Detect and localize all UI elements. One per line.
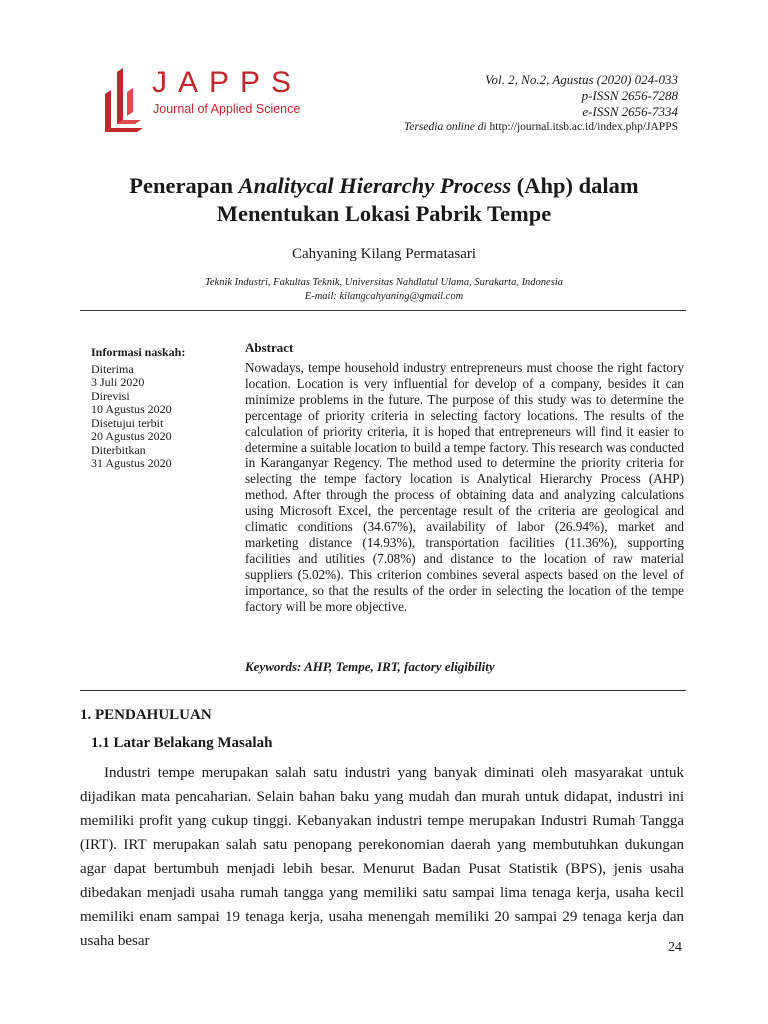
- title-part1: Penerapan: [129, 173, 239, 198]
- journal-logo-subtitle: Journal of Applied Science: [153, 102, 301, 116]
- journal-online: [404, 120, 678, 134]
- info-line: Diterbitkan: [91, 442, 146, 457]
- article-title: [60, 172, 708, 228]
- info-line: 3 Juli 2020: [91, 375, 145, 389]
- online-label: Tersedia online di: [404, 121, 487, 133]
- manuscript-info: [91, 346, 221, 471]
- article-email: E-mail: kilangcahyaning@gmail.com: [304, 291, 464, 302]
- journal-e-issn: e-ISSN 2656-7334: [582, 104, 678, 119]
- info-line: Direvisi: [91, 388, 130, 403]
- title-part2: (Ahp) dalam: [511, 173, 639, 198]
- japps-logo-icon: [103, 66, 149, 136]
- page-number: 24: [668, 940, 682, 955]
- body-paragraph: Industri tempe merupakan salah satu industri yang banyak diminati oleh masyarakat untuk dijadikan mata pencaharian. Selain bahan baku yang mudah dan murah untuk didapat, industri ini memiliki profit yang cukup tinggi. Kebanyakan industri tempe merupakan Industri Rumah Tangga (IRT). IRT merupakan salah satu penopang perekonomian daerah yang membutuhkan dukungan agar dapat bertumbuh menjadi lebih besar. Menurut Badan Pusat Statistik (BPS), jenis usaha dibedakan menjadi usaha rumah tangga yang memiliki satu sampai lima tenaga kerja, usaha kecil memiliki enam sampai 19 tenaga kerja, usaha menengah memiliki 20 sampai 29 tenaga kerja dan usaha besar: [80, 765, 684, 949]
- info-line: 20 Agustus 2020: [91, 429, 172, 443]
- online-url[interactable]: http://journal.itsb.ac.id/index.php/JAPPS: [489, 121, 678, 133]
- info-line: 10 Agustus 2020: [91, 402, 172, 416]
- journal-logo-title: JAPPS: [152, 66, 303, 99]
- divider-top: [80, 310, 686, 311]
- title-line2: Menentukan Lokasi Pabrik Tempe: [216, 201, 552, 226]
- info-line: Diterima: [91, 361, 134, 376]
- article-author: Cahyaning Kilang Permatasari: [291, 246, 477, 262]
- info-heading: Informasi naskah:: [91, 345, 186, 359]
- journal-p-issn: p-ISSN 2656-7288: [581, 88, 678, 103]
- article-affiliation: Teknik Industri, Fakultas Teknik, Universitas Nahdlatul Ulama, Surakarta, Indonesia: [205, 277, 563, 288]
- info-line: 31 Agustus 2020: [91, 456, 172, 470]
- journal-volume: Vol. 2, No.2, Agustus (2020) 024-033: [485, 72, 678, 87]
- divider-bottom: [80, 690, 686, 691]
- subsection-heading: 1.1 Latar Belakang Masalah: [91, 735, 273, 751]
- info-line: Disetujui terbit: [91, 415, 164, 430]
- title-italic: Analitycal Hierarchy Process: [238, 173, 512, 198]
- abstract-heading: Abstract: [245, 340, 294, 355]
- section-heading: 1. PENDAHULUAN: [80, 707, 212, 723]
- abstract-body: Nowadays, tempe household industry entrepreneurs must choose the right factory location. Location is very influential for develop of a company, besides it can minimize problems in the future. The purpose of this study was to determine the percentage of priority criteria in selecting factory locations. The results of the calculation of priority criteria, it is hoped that entrepreneurs will find it easier to determine a suitable location to build a tempe factory. This research was conducted in Karanganyar Regency. The method used to determine the priority criteria for selecting the tempe factory location is Analytical Hierarchy Process (AHP) method. After through the process of obtaining data and analyzing calculations using Microsoft Excel, the percentage result of the criteria are geological and climatic conditions (34.67%), availability of labor (26.94%), market and marketing distance (14.93%), transportation facilities (11.36%), supporting facilities and utilities (7.08%) and distance to the location of raw material suppliers (5.02%). This criterion combines several aspects based on the level of importance, so that the results of the order in selecting the location of the tempe factory will be more objective.: [245, 360, 684, 614]
- abstract-keywords: Keywords: AHP, Tempe, IRT, factory eligibility: [245, 659, 495, 674]
